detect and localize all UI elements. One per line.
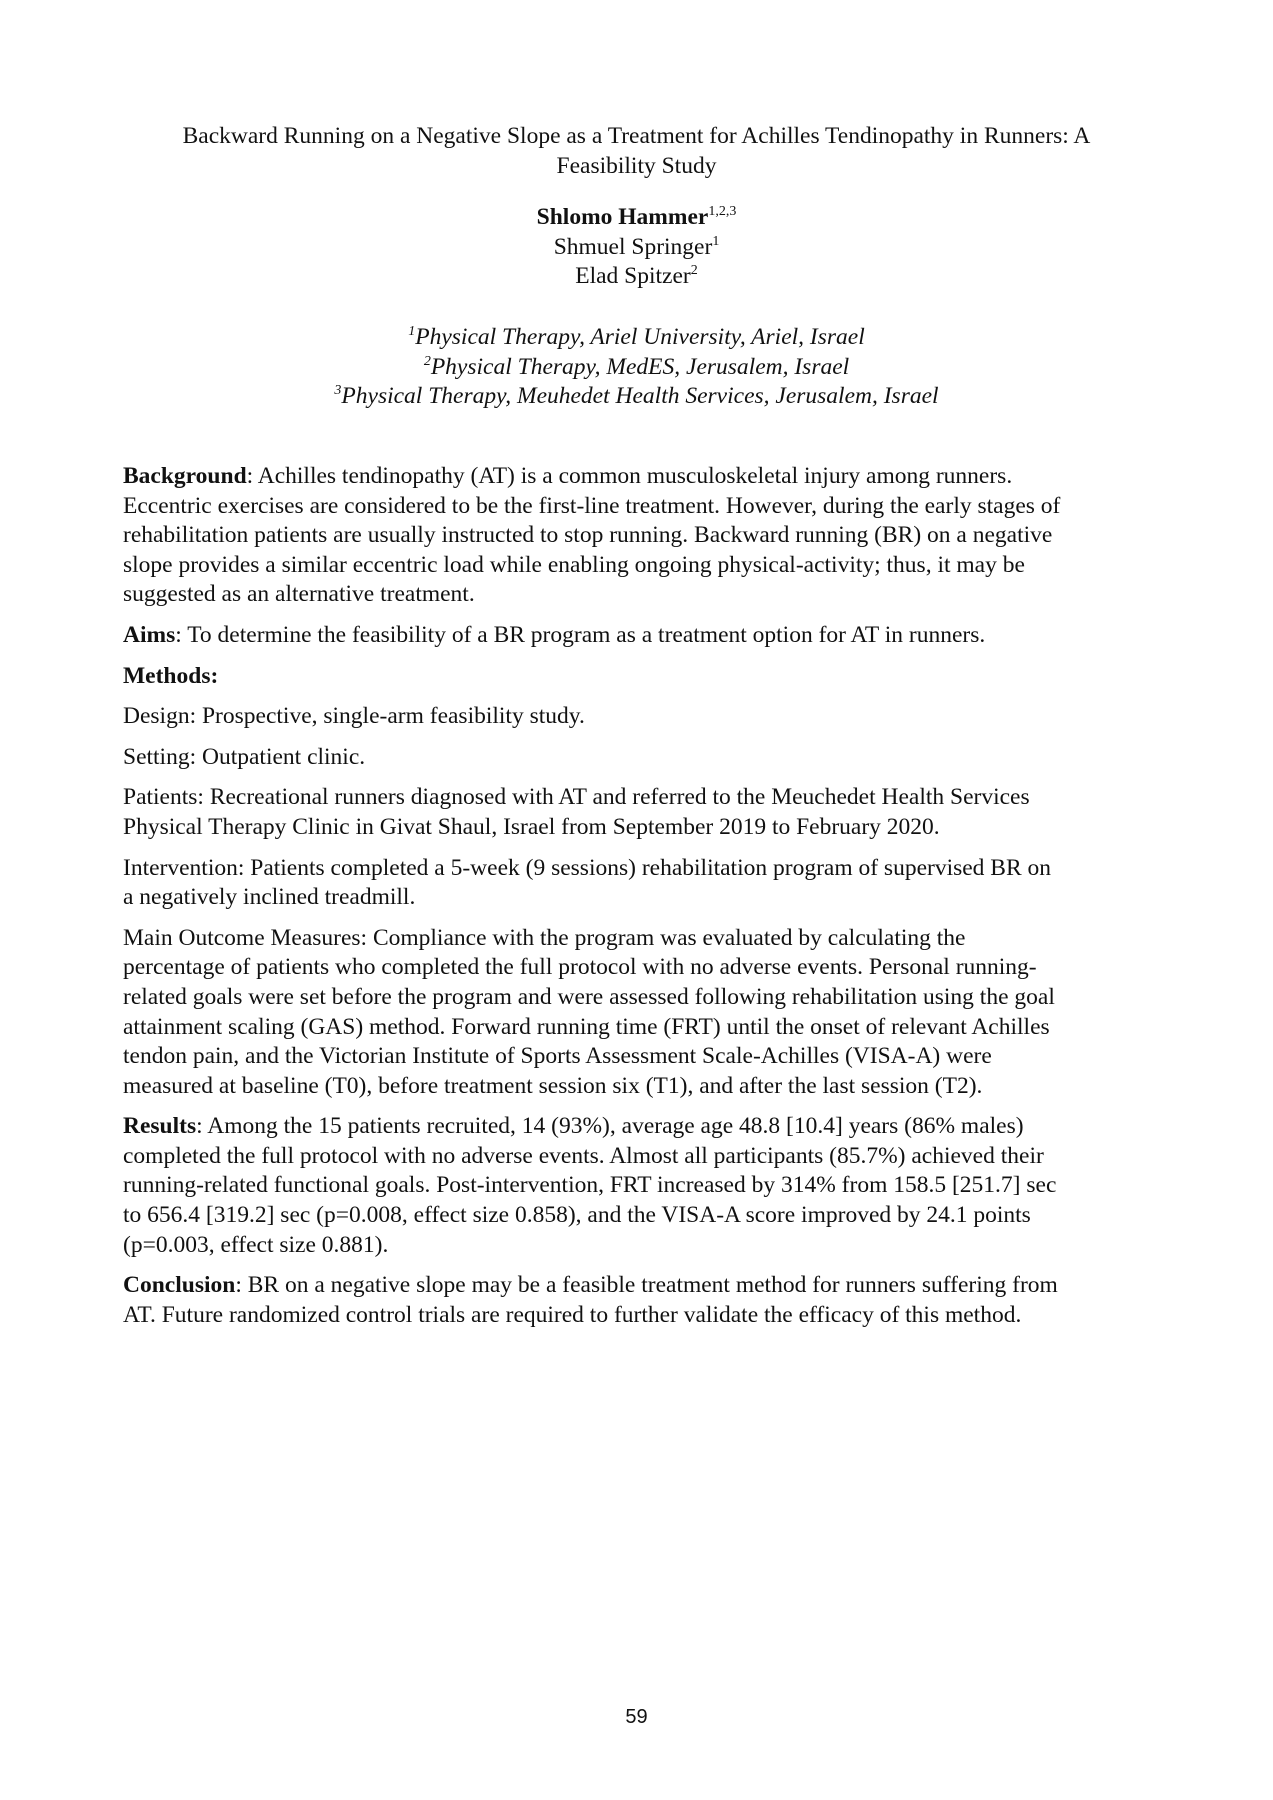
affiliation-text: Physical Therapy, Ariel University, Ariel, Israel bbox=[415, 324, 865, 350]
line-text: Physical Therapy Clinic in Givat Shaul, Israel from September 2019 to February 2020. bbox=[123, 813, 940, 840]
section-paragraph bbox=[123, 854, 1173, 913]
paragraph-line bbox=[123, 1301, 1173, 1331]
section-label: Methods: bbox=[123, 662, 219, 689]
section-label: Aims bbox=[123, 621, 176, 648]
paragraph-line bbox=[123, 1171, 1173, 1201]
line-text: : To determine the feasibility of a BR program as a treatment option for AT in runners. bbox=[175, 621, 986, 648]
paragraph-line bbox=[123, 953, 1173, 983]
affiliation-list bbox=[0, 323, 1273, 412]
line-text: Intervention: Patients completed a 5-week (9 sessions) rehabilitation program of supervised BR on bbox=[123, 854, 1052, 881]
author-name: Elad Spitzer bbox=[575, 263, 691, 289]
paragraph-line bbox=[123, 983, 1173, 1013]
section-paragraph bbox=[123, 662, 1173, 692]
paragraph-line bbox=[123, 1042, 1173, 1072]
line-text: measured at baseline (T0), before treatment session six (T1), and after the last session (T2). bbox=[123, 1072, 983, 1099]
affiliation bbox=[0, 353, 1273, 383]
paragraph-line bbox=[123, 621, 1173, 651]
line-text: running-related functional goals. Post-intervention, FRT increased by 314% from 158.5 [251.7] sec bbox=[123, 1172, 1057, 1199]
paragraph-line bbox=[123, 854, 1173, 884]
author bbox=[0, 262, 1273, 292]
affiliation-sup: 2 bbox=[423, 353, 431, 369]
line-text: Main Outcome Measures: Compliance with the program was evaluated by calculating the bbox=[123, 924, 966, 951]
author-sup: 1,2,3 bbox=[708, 204, 737, 219]
author-name: Shlomo Hammer bbox=[536, 204, 709, 230]
paragraph-line bbox=[123, 580, 1173, 610]
paragraph-line bbox=[123, 492, 1173, 522]
section-paragraph bbox=[123, 924, 1173, 1102]
title-line: Feasibility Study bbox=[556, 153, 717, 179]
line-text: Eccentric exercises are considered to be the first-line treatment. However, during the early stages of bbox=[123, 492, 1061, 519]
line-text: a negatively inclined treadmill. bbox=[123, 884, 416, 911]
section-paragraph bbox=[123, 1271, 1173, 1330]
line-text: : Achilles tendinopathy (AT) is a common musculoskeletal injury among runners. bbox=[246, 463, 1013, 489]
author bbox=[0, 233, 1273, 263]
author bbox=[0, 203, 1273, 233]
section-paragraph bbox=[123, 743, 1173, 773]
author-sup: 2 bbox=[690, 263, 698, 278]
paragraph-line bbox=[123, 1142, 1173, 1172]
page-number: 59 bbox=[625, 1706, 648, 1728]
affiliation-sup: 3 bbox=[334, 383, 342, 398]
affiliation-text: Physical Therapy, Meuhedet Health Services, Jerusalem, Israel bbox=[341, 383, 939, 409]
paragraph-line bbox=[123, 1112, 1173, 1142]
author-list bbox=[0, 203, 1273, 292]
line-text: to 656.4 [319.2] sec (p=0.008, effect size 0.858), and the VISA-A score improved by 24.1 points bbox=[123, 1202, 1031, 1229]
section-label: Background bbox=[123, 463, 247, 489]
abstract-body bbox=[123, 462, 1173, 1341]
section-paragraph bbox=[123, 783, 1173, 842]
paragraph-line bbox=[123, 1271, 1173, 1301]
section-label: Conclusion bbox=[123, 1272, 236, 1299]
section-paragraph bbox=[123, 621, 1173, 651]
paragraph-line bbox=[123, 743, 1173, 773]
line-text: Patients: Recreational runners diagnosed with AT and referred to the Meuchedet Health Services bbox=[123, 784, 1030, 811]
paragraph-line bbox=[123, 521, 1173, 551]
paragraph-line bbox=[123, 883, 1173, 913]
title-line: Backward Running on a Negative Slope as a Treatment for Achilles Tendinopathy in Runners: A bbox=[182, 123, 1091, 149]
paragraph-line bbox=[123, 813, 1173, 843]
line-text: slope provides a similar eccentric load while enabling ongoing physical-activity; thus, it may be bbox=[123, 551, 1025, 578]
line-text: rehabilitation patients are usually instructed to stop running. Backward running (BR) on a negative bbox=[123, 522, 1053, 549]
section-paragraph bbox=[123, 702, 1173, 732]
paragraph-line bbox=[123, 783, 1173, 813]
line-text: suggested as an alternative treatment. bbox=[123, 581, 475, 608]
line-text: Design: Prospective, single-arm feasibility study. bbox=[123, 703, 585, 730]
paragraph-line bbox=[123, 662, 1173, 692]
line-text: AT. Future randomized control trials are required to further validate the efficacy of this method. bbox=[123, 1301, 1022, 1328]
abstract-title bbox=[0, 121, 1273, 181]
line-text: (p=0.003, effect size 0.881). bbox=[123, 1231, 389, 1258]
affiliation bbox=[0, 323, 1273, 353]
line-text: percentage of patients who completed the full protocol with no adverse events. Personal running- bbox=[123, 954, 1037, 981]
affiliation-sup: 1 bbox=[408, 324, 416, 339]
paragraph-line bbox=[123, 1072, 1173, 1102]
affiliation bbox=[0, 382, 1273, 412]
author-name: Shmuel Springer bbox=[553, 233, 713, 260]
line-text: : Among the 15 patients recruited, 14 (93%), average age 48.8 [10.4] years (86% males) bbox=[196, 1113, 1024, 1140]
line-text: : BR on a negative slope may be a feasible treatment method for runners suffering from bbox=[235, 1272, 1058, 1299]
line-text: tendon pain, and the Victorian Institute of Sports Assessment Scale-Achilles (VISA-A) were bbox=[123, 1043, 992, 1070]
paragraph-line bbox=[123, 1231, 1173, 1261]
paragraph-line bbox=[123, 702, 1173, 732]
line-text: related goals were set before the program and were assessed following rehabilitation using the goal bbox=[123, 983, 1055, 1010]
line-text: completed the full protocol with no adverse events. Almost all participants (85.7%) achieved their bbox=[123, 1142, 1044, 1169]
line-text: Setting: Outpatient clinic. bbox=[123, 743, 366, 770]
affiliation-text: Physical Therapy, MedES, Jerusalem, Israel bbox=[430, 353, 850, 380]
paragraph-line bbox=[123, 1201, 1173, 1231]
author-sup: 1 bbox=[712, 233, 720, 249]
line-text: attainment scaling (GAS) method. Forward running time (FRT) until the onset of relevant Achilles bbox=[123, 1013, 1050, 1040]
paragraph-line bbox=[123, 462, 1173, 492]
paragraph-line bbox=[123, 924, 1173, 954]
paragraph-line bbox=[123, 551, 1173, 581]
section-paragraph bbox=[123, 1112, 1173, 1260]
paragraph-line bbox=[123, 1013, 1173, 1043]
section-paragraph bbox=[123, 462, 1173, 610]
section-label: Results bbox=[123, 1113, 197, 1140]
